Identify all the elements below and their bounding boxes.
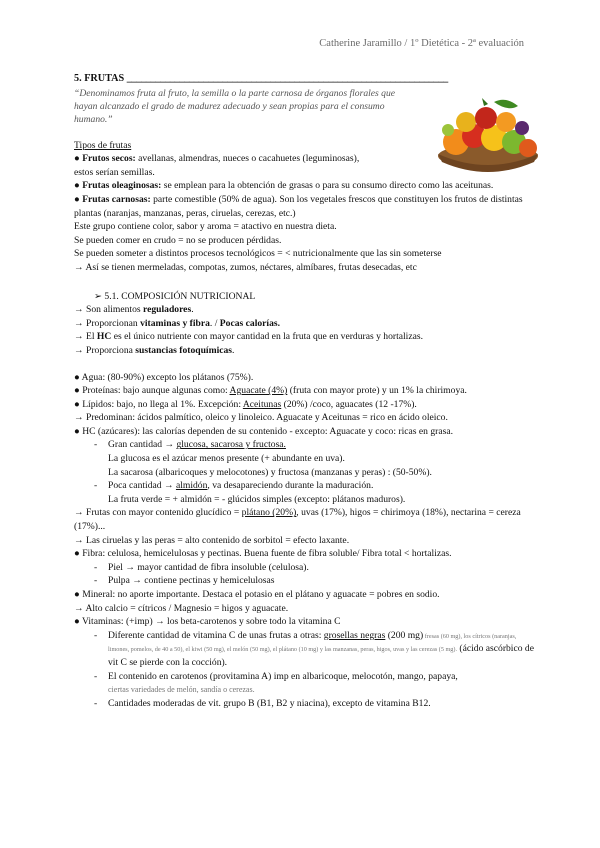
nutrient-proteinas <box>74 384 534 398</box>
underlined-text: almidón <box>175 480 208 492</box>
definition-quote: “Denominamos fruta al fruto, la semilla o la parte carnosa de órganos florales que hayan alcanzado el grado de madurez adecuado y sean propias para el consumo humano.” <box>74 87 396 125</box>
text: ● Lípidos: bajo, no llega al 1%. Excepción: <box>74 398 243 410</box>
type-label: ● Frutas carnosas: <box>74 193 151 205</box>
type-frutos-secos-line2: estos serían semillas. <box>74 166 155 178</box>
bold-text: HC <box>96 331 112 343</box>
bold-text: vitaminas y fibra <box>140 317 210 329</box>
type-frutas-oleaginosas <box>74 179 534 193</box>
nutrient-mineral: ● Mineral: no aporte importante. Destaca el potasio en el plátano y aguacate = pobres en sodio. <box>74 589 440 600</box>
text-line: Se pueden someter a distintos procesos tecnológicos = < nutricionalmente que las sin someterse <box>74 248 442 260</box>
text: El contenido en carotenos (provitamina A) imp en albaricoque, melocotón, mango, papaya, <box>108 670 458 682</box>
underlined-text: Aceitunas <box>242 398 282 410</box>
text: (fruta con mayor prote) y un 1% la chirimoya. <box>287 385 467 397</box>
text-line: Se pueden comer en crudo = no se producen pérdidas. <box>74 234 282 246</box>
dash-text <box>108 479 534 493</box>
dash-text: Pulpa → contiene pectinas y hemicelulosas <box>108 575 275 587</box>
type-label: ● Frutos secos: <box>74 153 136 165</box>
text: → El <box>74 331 97 343</box>
text-line: Este grupo contiene color, sabor y aroma = atactivo en nuestra dieta. <box>74 221 337 233</box>
bold-text: Pocas calorías. <box>219 317 281 329</box>
text: . <box>191 304 194 316</box>
document-content <box>74 72 534 710</box>
text: Poca cantidad → <box>108 480 176 492</box>
type-frutas-carnosas <box>74 193 534 220</box>
text: (ácido ascórbico de vit C se pierde con la cocción). <box>108 643 534 668</box>
dash-item <box>74 629 534 670</box>
dash-marker: - <box>94 480 98 492</box>
text: Diferente cantidad de vitamina C de unas frutas a otras: <box>108 629 324 641</box>
underlined-text: glucosa, sacarosa y fructosa. <box>176 439 286 451</box>
composition-line <box>74 344 534 358</box>
text-line: → Las ciruelas y las peras = alto contenido de sorbitol = efecto laxante. <box>74 534 350 546</box>
nutrient-vitaminas: ● Vitaminas: (+imp) → los beta-carotenos y sobre todo la vitamina C <box>74 616 341 628</box>
dash-item <box>74 438 534 452</box>
bold-text: reguladores <box>143 304 192 316</box>
dash-item <box>74 670 534 697</box>
nutrient-lipidos <box>74 398 534 412</box>
dash-item <box>74 479 534 493</box>
dash-item <box>74 561 534 575</box>
underlined-text: grosellas negras <box>323 629 386 641</box>
text: → Son alimentos <box>74 304 144 316</box>
dash-text: Cantidades moderadas de vit. grupo B (B1, B2 y niacina), excepto de vitamina B12. <box>108 697 431 709</box>
text: , va desapareciendo durante la maduración. <box>207 480 374 492</box>
text-line: → Predominan: ácidos palmítico, oleico y linoleico. Aguacate y Aceitunas = rico en ácido oleico. <box>74 412 448 424</box>
glucidico-line <box>74 506 534 533</box>
text: ● Proteínas: bajo aunque algunas como: <box>74 385 230 397</box>
bold-text: sustancias fotoquímicas <box>135 344 233 356</box>
text: . / <box>209 317 220 329</box>
dash-marker: - <box>94 575 98 587</box>
dash-item <box>74 697 534 711</box>
composition-line <box>74 303 534 317</box>
text-line: La sacarosa (albaricoques y melocotones) y fructosa (manzanas y peras) : (50-50%). <box>108 466 432 478</box>
text-line: La glucosa es el azúcar menos presente (+ abundante en uva). <box>108 453 345 465</box>
composition-line <box>74 330 534 344</box>
type-frutos-secos <box>74 152 534 166</box>
section-title-rule: ___________________________________________________________________ <box>126 73 448 84</box>
nutrient-fibra: ● Fibra: celulosa, hemicelulosas y pectinas. Buena fuente de fibra soluble/ Fibra total < hortalizas. <box>74 548 452 560</box>
section-title-text: 5. FRUTAS <box>74 73 125 84</box>
nutrient-agua: ● Agua: (80-90%) excepto los plátanos (75%). <box>74 371 254 383</box>
composition-heading: ➢ 5.1. COMPOSICIÓN NUTRICIONAL <box>94 290 256 302</box>
text: → Frutas con mayor contenido glucídico = <box>74 507 242 519</box>
underlined-text: plátano (20%) <box>241 507 297 519</box>
type-text: parte comestible (50% de agua). Son los vegetales frescos que constituyen los frutos de distintas plantas (naranjas, manzanas, peras, ciruelas, cerezas, etc.) <box>74 193 523 219</box>
dash-marker: - <box>94 439 98 451</box>
text: Gran cantidad → <box>108 439 177 451</box>
text: (20%) /coco, aguacates (12 -17%). <box>281 398 417 410</box>
text-line: → Alto calcio = cítricos / Magnesio = higos y aguacate. <box>74 602 289 614</box>
dash-text <box>108 438 534 452</box>
type-text: se emplean para la obtención de grasas o para su consumo directo como las aceitunas. <box>161 180 494 192</box>
text: (200 mg) <box>385 629 424 641</box>
type-text: avellanas, almendras, nueces o cacahuetes (leguminosas), <box>135 153 360 165</box>
small-text: fresas (60 mg), los cítricos (naranjas, limones, pomelos, de 40 a 50), el kiwi (50 mg), el melón (50 mg), el plátano (10 mg) y las manzanas, peras, higos, uvas y las cerezas (5 mg). <box>108 632 517 654</box>
text: es el único nutriente con mayor cantidad en la fruta que en verduras y hortalizas. <box>111 331 423 343</box>
section-title <box>74 72 520 86</box>
text: . <box>232 344 235 356</box>
composition-line <box>74 317 534 331</box>
dash-text <box>108 670 534 697</box>
page-header: Catherine Jaramillo / 1º Dietética - 2ª evaluación <box>319 38 524 49</box>
dash-marker: - <box>94 629 98 641</box>
dash-text <box>108 629 534 670</box>
nutrient-hc: ● HC (azúcares): las calorías dependen de su contenido - excepto: Aguacate y coco: ricas en grasa. <box>74 425 453 437</box>
dash-item <box>74 574 534 588</box>
type-label: ● Frutas oleaginosas: <box>74 180 162 192</box>
dash-marker: - <box>94 670 98 682</box>
underlined-text: Aguacate (4%) <box>229 385 288 397</box>
dash-marker: - <box>94 697 98 709</box>
text: , uvas (17%), higos = chirimoya (18%), nectarina = cereza (17%)... <box>74 507 521 533</box>
dash-marker: - <box>94 561 98 573</box>
dash-text: Piel → mayor cantidad de fibra insoluble (celulosa). <box>108 561 309 573</box>
text-line: La fruta verde = + almidón = - glúcidos simples (excepto: plátanos maduros). <box>108 493 406 505</box>
text: → Proporcionan <box>74 317 141 329</box>
types-heading: Tipos de frutas <box>74 139 132 151</box>
text-line: → Así se tienen mermeladas, compotas, zumos, néctares, almíbares, frutas desecadas, etc <box>74 261 417 273</box>
gray-text: ciertas variedades de melón, sandía o cerezas. <box>108 685 255 695</box>
text: → Proporciona <box>74 344 136 356</box>
